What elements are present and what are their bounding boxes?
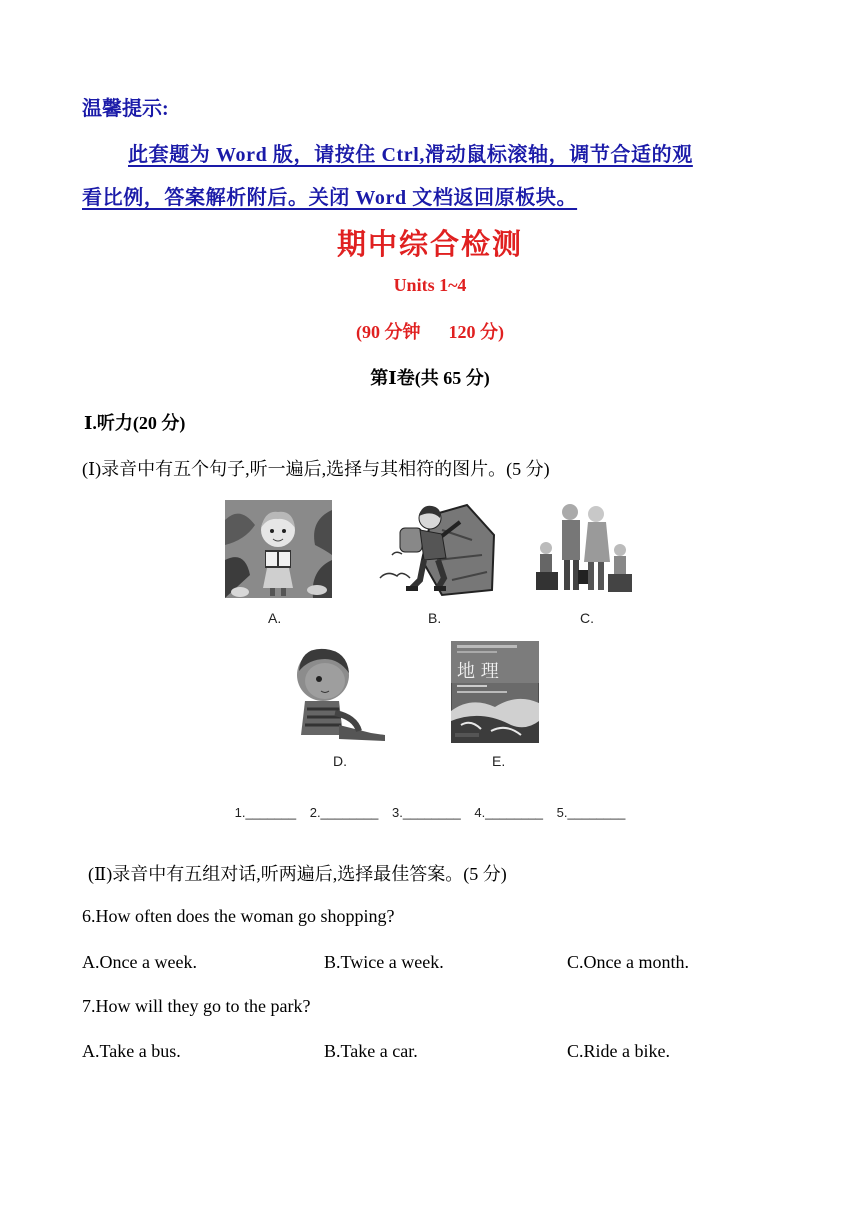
picture-label-c: C. (580, 610, 594, 626)
question-6-option-c[interactable]: C.Once a month. (567, 952, 689, 972)
listening-2-instruction: (Ⅱ)录音中有五组对话,听两遍后,选择最佳答案。(5 分) (88, 864, 507, 884)
answer-blanks (0, 805, 860, 820)
part-title: 第Ⅰ卷(共 65 分) (370, 368, 490, 388)
question-7-option-c[interactable]: C.Ride a bike. (567, 1041, 670, 1061)
answer-blank-5[interactable]: 5.________ (556, 805, 626, 820)
exam-time-score (0, 318, 860, 344)
picture-label-d: D. (333, 753, 347, 769)
exam-units: Units 1~4 (393, 275, 467, 295)
tip-heading: 温馨提示: (82, 98, 169, 120)
tip-line-2[interactable]: 看比例，答案解析附后。关闭 Word 文档返回原板块。 (82, 187, 578, 209)
question-6-option-a[interactable]: A.Once a week. (82, 952, 197, 972)
picture-e-geography-book (451, 641, 539, 743)
tip-line-1[interactable]: 此套题为 Word 版，请按住 Ctrl,滑动鼠标滚轴，调节合适的观 (128, 144, 693, 166)
picture-label-b: B. (428, 610, 442, 626)
listening-1-instruction: (Ⅰ)录音中有五个句子,听一遍后,选择与其相符的图片。(5 分) (82, 459, 550, 479)
answer-blank-1[interactable]: 1._______ (234, 805, 297, 820)
picture-label-e: E. (492, 753, 506, 769)
answer-blank-3[interactable]: 3.________ (392, 805, 461, 820)
question-7-option-b[interactable]: B.Take a car. (324, 1041, 418, 1061)
question-7: 7.How will they go to the park? (82, 996, 311, 1016)
question-6-option-b[interactable]: B.Twice a week. (324, 952, 444, 972)
answer-blank-2[interactable]: 2.________ (309, 805, 379, 820)
section-title: Ⅰ.听力(20 分) (84, 413, 186, 433)
picture-a-girl-reading (225, 500, 332, 598)
answer-blank-4[interactable]: 4.________ (474, 805, 544, 820)
question-7-option-a[interactable]: A.Take a bus. (82, 1041, 181, 1061)
picture-c-family-travel (528, 500, 640, 598)
question-6: 6.How often does the woman go shopping? (82, 906, 395, 926)
picture-b-boy-climbing (372, 500, 500, 598)
exam-score: 120 分) (448, 322, 504, 342)
exam-time: (90 分钟 (356, 322, 421, 342)
book-cover-title: 地 理 (457, 661, 499, 682)
exam-title: 期中综合检测 (336, 229, 523, 261)
picture-label-a: A. (268, 610, 282, 626)
picture-d-boy-sitting (295, 645, 387, 745)
